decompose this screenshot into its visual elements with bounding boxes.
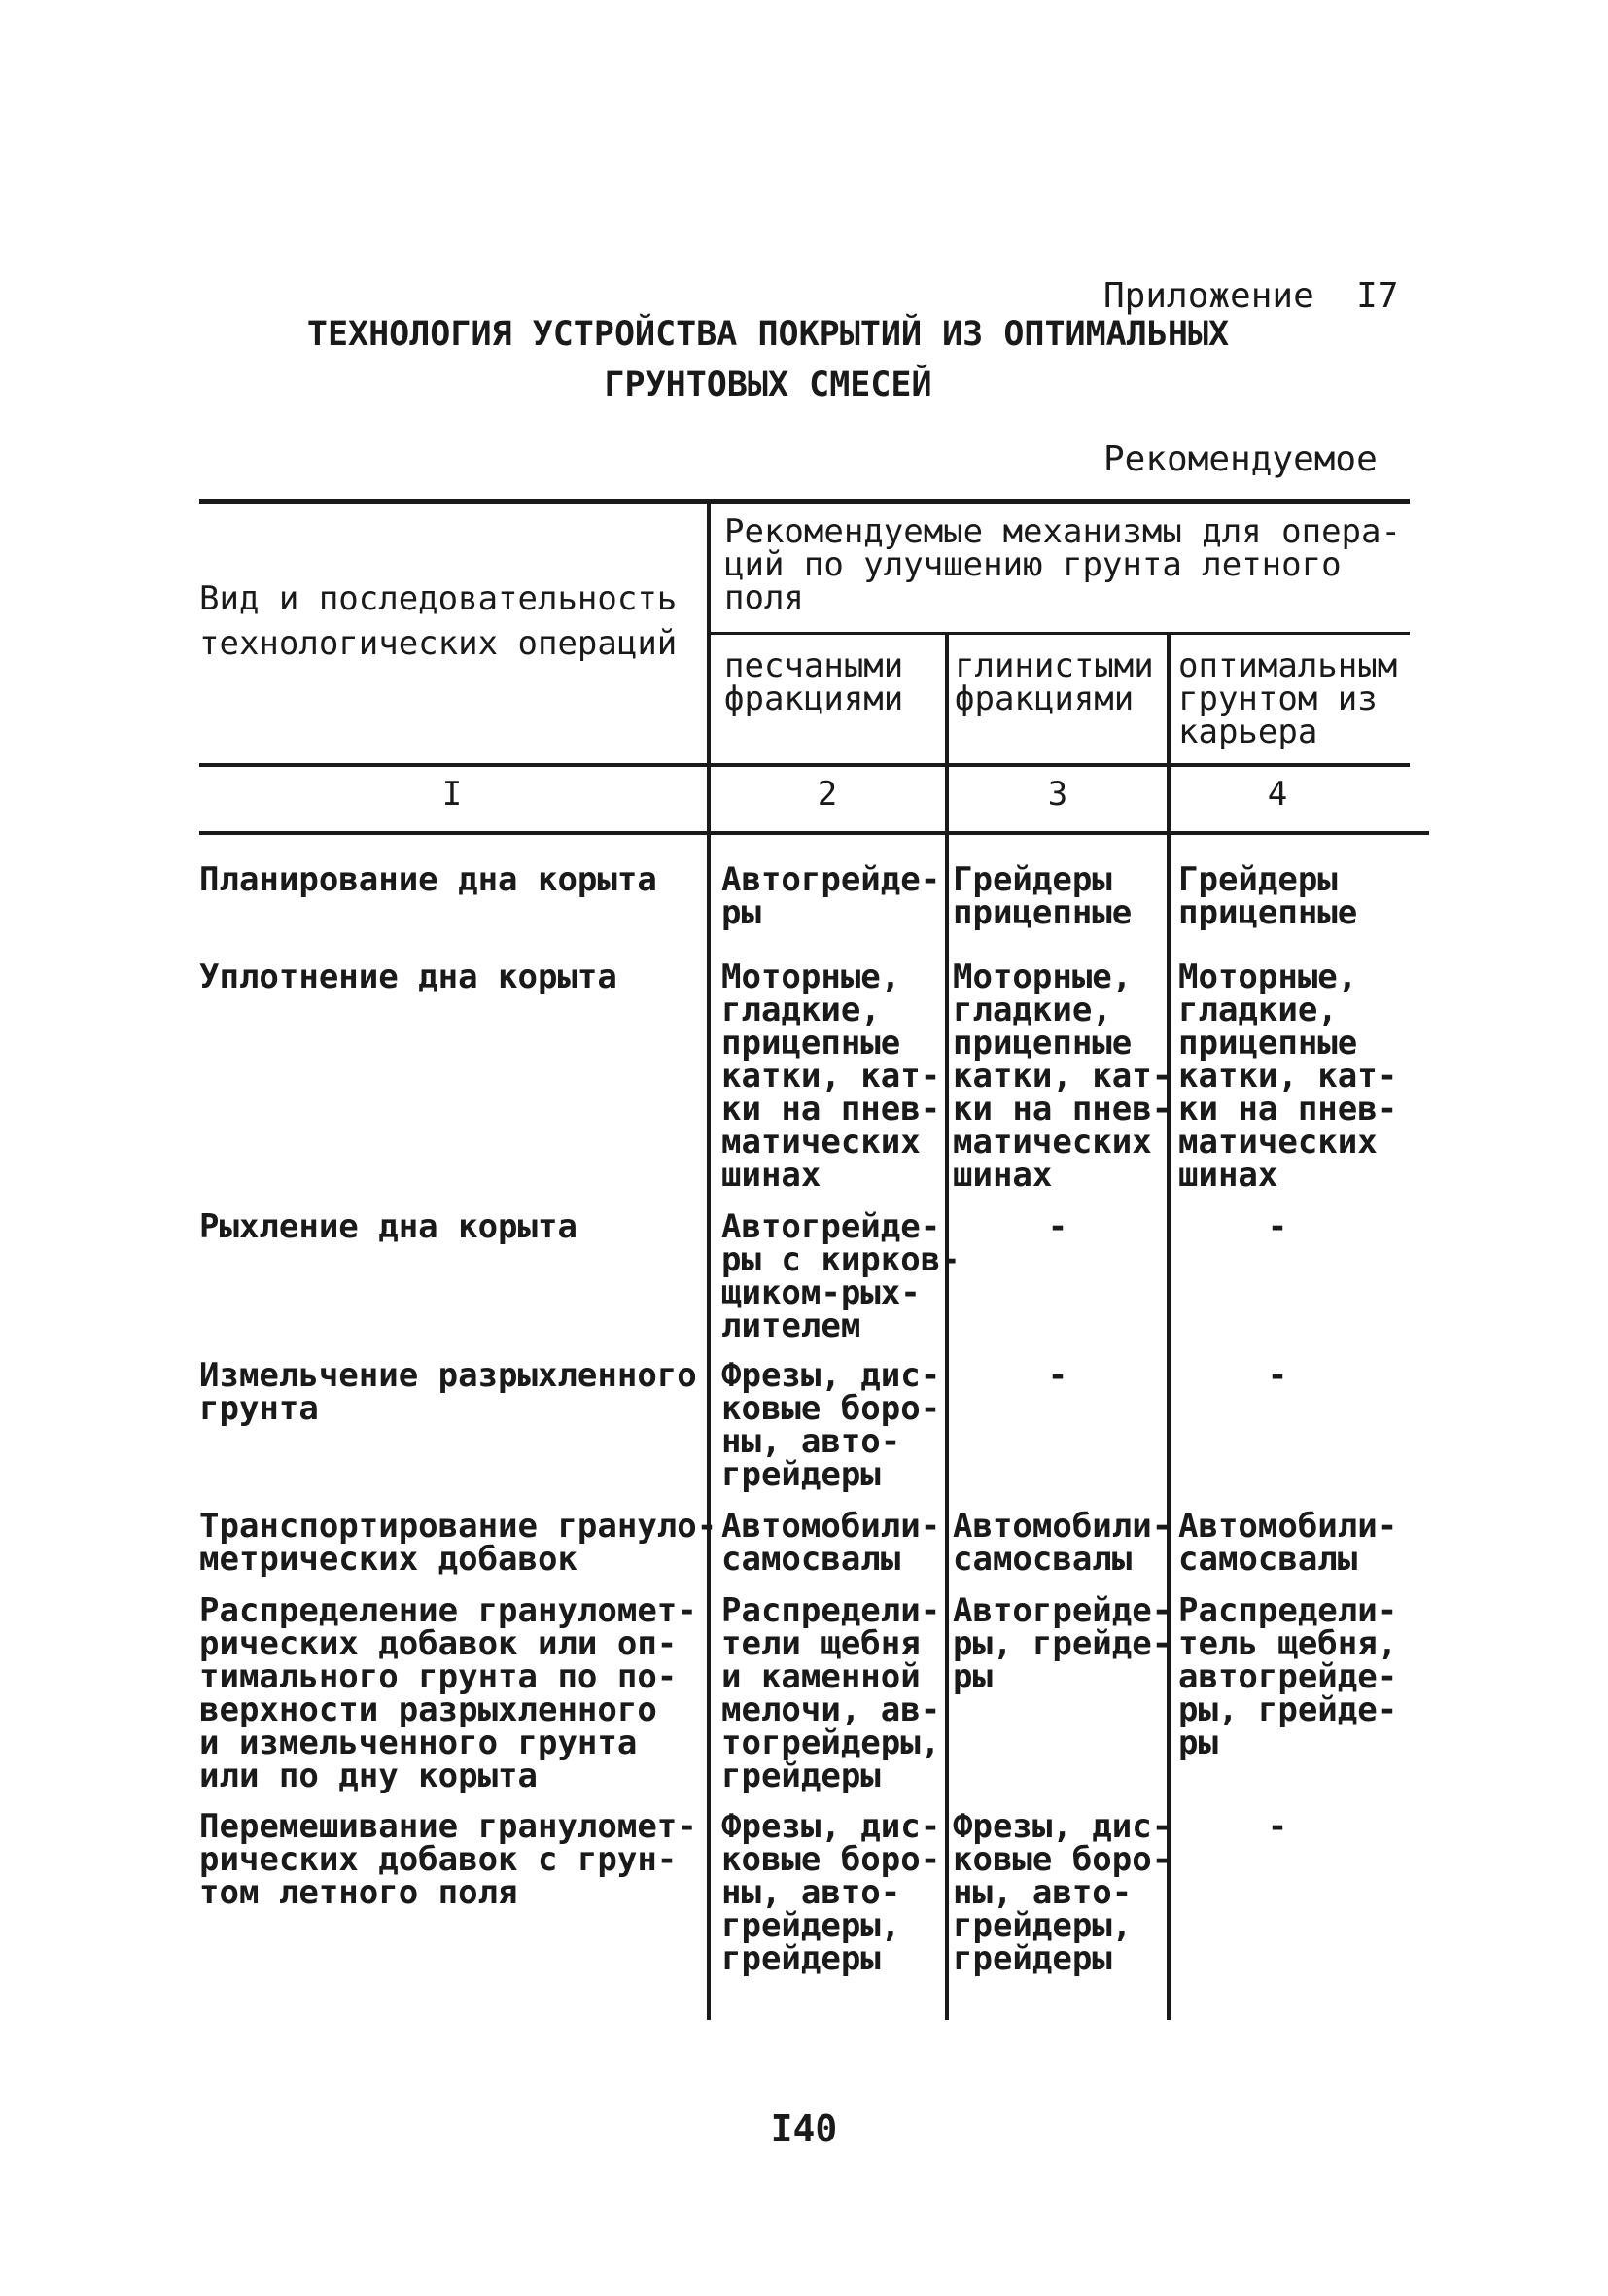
row-5-operation: Транспортирование грануло- метрических добавок [199, 1507, 717, 1579]
subheader-optimal-soil: оптимальным грунтом из карьера [1178, 646, 1398, 751]
subheader-rule [710, 632, 1410, 635]
column-number-2: 2 [817, 775, 838, 814]
row-7-operation: Перемешивание грануломет- рических добавок с грун- том летного поля [199, 1807, 697, 1912]
mechanisms-group-header: Рекомендуемые механизмы для опера- ций по улучшению грунта летного поля [724, 512, 1401, 617]
row-6-clay: Автогрейде- ры, грейде- ры [953, 1591, 1172, 1696]
page-number: I40 [770, 2107, 838, 2150]
column-number-1: I [441, 775, 463, 814]
row-7-clay: Фрезы, дис- ковые боро- ны, авто- грейдеры, грейдеры [953, 1807, 1172, 1978]
row-2-clay: Моторные, гладкие, прицепные катки, кат- ки на пнев- матических шинах [953, 957, 1172, 1195]
row-1-operation: Планирование дна корыта [199, 860, 657, 899]
row-5-clay: Автомобили- самосвалы [953, 1507, 1172, 1579]
numbers-bottom-rule [199, 831, 1429, 835]
column-divider-1 [707, 504, 711, 2020]
row-2-sand: Моторные, гладкие, прицепные катки, кат- ки на пнев- матических шинах [721, 957, 941, 1195]
row-3-sand: Автогрейде- ры с кирков- щиком-рых- лителем [721, 1207, 961, 1345]
row-6-optimal: Распредели- тель щебня, автогрейде- ры, грейде- ры [1178, 1591, 1398, 1762]
row-3-operation: Рыхление дна корыта [199, 1207, 577, 1246]
row-7-sand: Фрезы, дис- ковые боро- ны, авто- грейдеры, грейдеры [721, 1807, 941, 1978]
row-5-optimal: Автомобили- самосвалы [1178, 1507, 1398, 1579]
appendix-label: Приложение I7 [1103, 276, 1399, 316]
operations-column-header: Вид и последовательность технологических операций [199, 579, 678, 663]
row-6-sand: Распредели- тели щебня и каменной мелочи, ав- тогрейдеры, грейдеры [721, 1591, 941, 1795]
row-2-optimal: Моторные, гладкие, прицепные катки, кат- ки на пнев- матических шинах [1178, 957, 1398, 1195]
column-number-3: 3 [1047, 775, 1068, 814]
header-bottom-rule [199, 763, 1410, 767]
subheader-clay: глинистыми фракциями [955, 646, 1154, 718]
row-1-optimal: Грейдеры прицепные [1178, 860, 1358, 932]
row-6-operation: Распределение грануломет- рических добавок или оп- тимального грунта по по- верхности разрыхленного и измельченного грунта или по дну корыта [199, 1591, 697, 1795]
row-1-sand: Автогрейде- ры [721, 860, 941, 932]
document-title [292, 309, 1244, 410]
row-3-optimal: - [1267, 1207, 1288, 1246]
column-number-4: 4 [1267, 775, 1288, 814]
row-4-clay: - [1047, 1356, 1068, 1395]
row-4-operation: Измельчение разрыхленного грунта [199, 1356, 697, 1428]
row-1-clay: Грейдеры прицепные [953, 860, 1133, 932]
row-5-sand: Автомобили- самосвалы [721, 1507, 941, 1579]
row-3-clay: - [1047, 1207, 1068, 1246]
row-7-optimal: - [1267, 1807, 1288, 1846]
row-4-optimal: - [1267, 1356, 1288, 1395]
appendix-status: Рекомендуемое [1103, 439, 1378, 479]
row-4-sand: Фрезы, дис- ковые боро- ны, авто- грейдеры [721, 1356, 941, 1494]
row-2-operation: Уплотнение дна корыта [199, 957, 617, 996]
subheader-sand: песчаными фракциями [724, 646, 904, 718]
title-line-1: ТЕХНОЛОГИЯ УСТРОЙСТВА ПОКРЫТИЙ ИЗ ОПТИМАЛЬНЫХ [306, 315, 1230, 354]
table-top-rule [199, 499, 1410, 504]
title-line-2: ГРУНТОВЫХ СМЕСЕЙ [604, 365, 932, 404]
